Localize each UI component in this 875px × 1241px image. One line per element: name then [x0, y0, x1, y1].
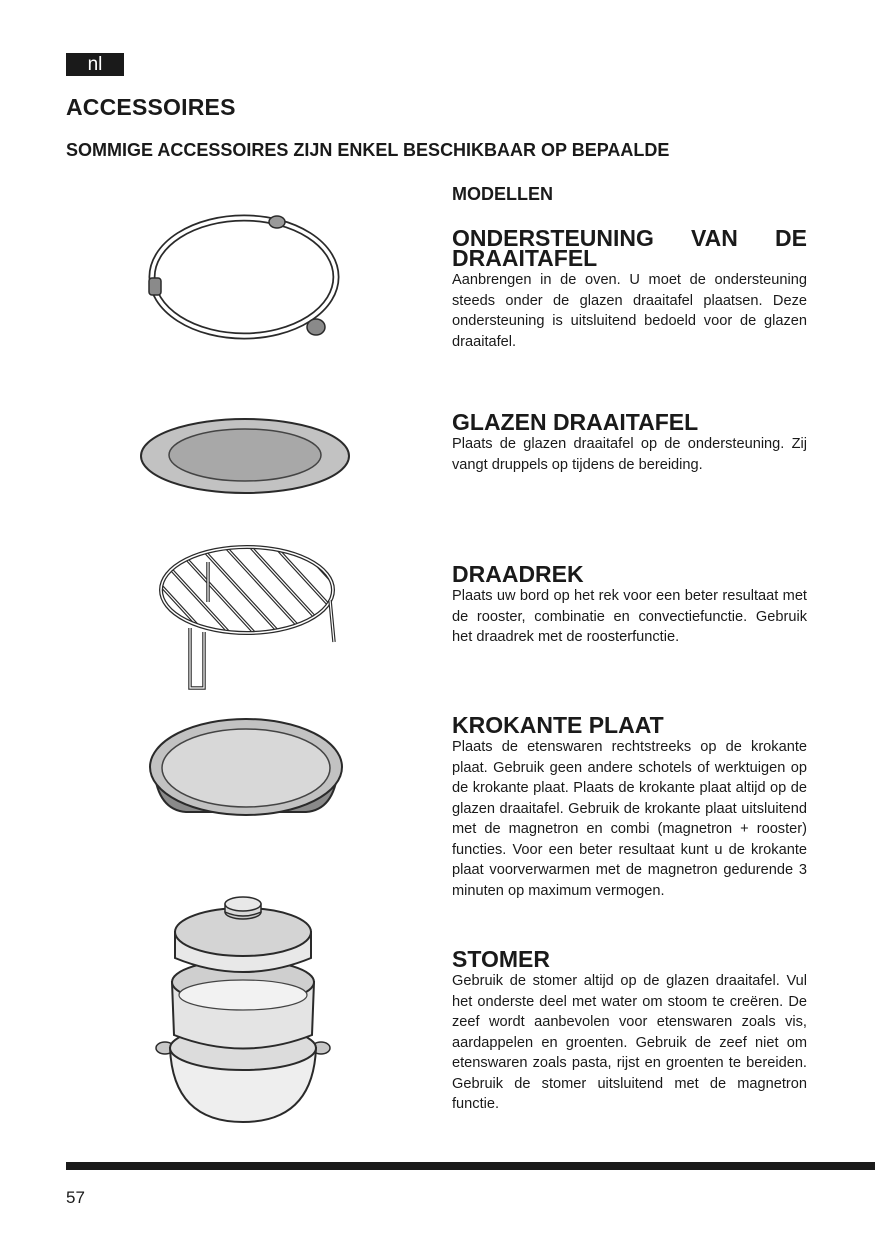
section-wire-rack: [452, 561, 807, 648]
section-glass-turntable: [452, 409, 807, 475]
section-title-line-2: DRAAITAFEL: [452, 245, 598, 271]
glass-turntable-illustration: [138, 415, 353, 497]
section-title: STOMER: [452, 946, 550, 972]
section-title: DRAADREK: [452, 561, 584, 587]
section-text: Gebruik de stomer altijd op de glazen draaitafel. Vul het onderste deel met water om stoom te creëren. De zeef wordt aanbevolen voor etenswaren zoals vis, aardappelen en groenten. Gebruik de zeef niet om etenswaren zoals pasta, rijst en groenten te bereiden. Gebruik de stomer uitsluitend met de magnetron functie.: [452, 973, 807, 1112]
section-text: Plaats uw bord op het rek voor een beter resultaat met de rooster, combinatie en convectiefunctie. Gebruik het draadrek met de roosterfunctie.: [452, 588, 807, 645]
page-title: ACCESSOIRES: [66, 94, 236, 120]
section-title-line-1: ONDERSTEUNING VAN DE: [452, 225, 807, 251]
subtitle-continuation: MODELLEN: [452, 184, 553, 204]
section-turntable-support: [452, 225, 807, 352]
section-title: [452, 225, 807, 271]
section-text: Plaats de glazen draaitafel op de ondersteuning. Zij vangt druppels op tijdens de bereiding.: [452, 436, 807, 473]
steamer-illustration: [155, 890, 333, 1130]
crisp-plate-illustration: [146, 712, 346, 824]
wire-rack-illustration: [150, 540, 345, 698]
subtitle: SOMMIGE ACCESSOIRES ZIJN ENKEL BESCHIKBAAR OP BEPAALDE: [66, 140, 670, 160]
footer-rule: [66, 1162, 875, 1170]
section-steamer: [452, 946, 807, 1115]
section-crisp-plate: [452, 712, 807, 901]
section-title: KROKANTE PLAAT: [452, 712, 664, 738]
section-title: GLAZEN DRAAITAFEL: [452, 409, 699, 435]
turntable-support-illustration: [140, 210, 350, 345]
section-text: Plaats de etenswaren rechtstreeks op de krokante plaat. Gebruik geen andere schotels of werktuigen op de krokante plaat. Plaats de krokante plaat altijd op de glazen draaitafel. Gebruik de krokante plaat uitsluitend met de magnetron en combi (magnetron + rooster) functies. Voor een beter resultaat kunt u de krokante plaat voorverwarmen met de magnetron gedurende 3 minuten op maximum vermogen.: [452, 739, 807, 899]
language-badge: nl: [66, 53, 124, 76]
page-number: 57: [66, 1188, 85, 1207]
section-text: Aanbrengen in de oven. U moet de ondersteuning steeds onder de glazen draaitafel plaatsen. Deze ondersteuning is uitsluitend bedoeld voor de glazen draaitafel.: [452, 272, 807, 350]
